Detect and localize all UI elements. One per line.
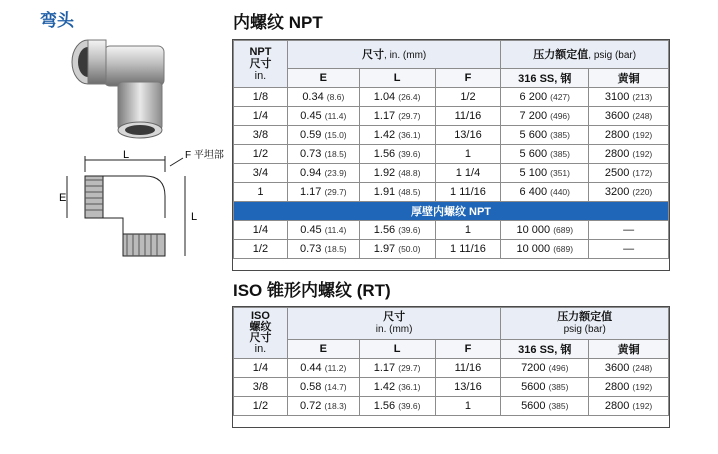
label-l-right: L [191, 211, 198, 223]
cell-size: 1/4 [234, 359, 288, 378]
e-in: 1.17 [299, 186, 322, 198]
br-psig: — [623, 243, 635, 255]
ss-bar: (689) [553, 244, 574, 254]
e-in: 0.72 [299, 400, 322, 412]
l-mm: (50.0) [398, 244, 421, 254]
e-in: 0.44 [300, 362, 322, 374]
cell-ss [501, 378, 589, 397]
br-psig: 2800 [604, 129, 630, 141]
ss-bar: (440) [550, 187, 570, 197]
col-ss: 316 SS, 钢 [501, 339, 589, 358]
pressure-unit: , psig (bar) [588, 50, 637, 62]
l-mm: (39.6) [398, 149, 421, 159]
cell-l [359, 145, 435, 164]
cell-l [359, 88, 435, 107]
cell-ss [501, 107, 589, 126]
elbow-dimension-drawing [45, 148, 245, 270]
col-f: F [435, 68, 501, 87]
l-in: 1.91 [373, 186, 396, 198]
l-mm: (39.6) [398, 225, 421, 235]
e-in: 0.94 [299, 167, 322, 179]
heavy-wall-band: 厚壁内螺纹 NPT [234, 202, 669, 221]
br-bar: (213) [632, 92, 653, 102]
cell-f: 1 11/16 [435, 240, 501, 259]
br-bar: (192) [632, 382, 653, 392]
cell-brass [589, 378, 669, 397]
cell-e [287, 240, 359, 259]
cell-f: 11/16 [435, 359, 501, 378]
cell-ss [501, 145, 589, 164]
ss-bar: (385) [548, 401, 569, 411]
e-mm: (18.3) [324, 401, 347, 411]
br-psig: — [623, 224, 635, 236]
cell-brass [589, 359, 669, 378]
cell-e [287, 88, 359, 107]
br-psig: 2800 [604, 400, 630, 412]
table-row [234, 221, 669, 240]
cell-e [287, 126, 359, 145]
cell-l [359, 397, 435, 416]
br-bar: (192) [632, 401, 653, 411]
cell-f: 1 [435, 145, 501, 164]
cell-brass [589, 397, 669, 416]
ss-bar: (427) [550, 92, 570, 102]
size-header-line1: NPT [249, 46, 272, 58]
col-e: E [287, 68, 359, 87]
cell-e [287, 145, 359, 164]
label-e: E [59, 192, 67, 204]
l-in: 1.17 [373, 362, 396, 374]
ss-bar: (689) [553, 225, 574, 235]
cell-f: 1 1/4 [435, 164, 501, 183]
cell-size: 3/8 [234, 378, 288, 397]
ss-psig: 6 200 [519, 91, 548, 103]
cell-size: 1/2 [234, 240, 288, 259]
l-in: 1.97 [373, 243, 396, 255]
br-psig: 3100 [604, 91, 630, 103]
ss-psig: 7 200 [519, 110, 548, 122]
e-mm: (11.4) [324, 225, 347, 235]
dims-header [287, 308, 501, 340]
cell-f: 1 11/16 [435, 183, 501, 202]
dims-label: 尺寸 [362, 49, 385, 62]
ss-bar: (385) [550, 130, 570, 140]
e-in: 0.73 [299, 243, 322, 255]
col-ss: 316 SS, 钢 [501, 68, 589, 87]
col-l: L [359, 339, 435, 358]
npt-title: 内螺纹 NPT [233, 13, 323, 32]
cell-brass [589, 88, 669, 107]
table-row [234, 145, 669, 164]
ss-psig: 6 400 [519, 186, 548, 198]
e-in: 0.45 [300, 224, 322, 236]
e-mm: (18.5) [324, 149, 347, 159]
cell-f: 1 [435, 397, 501, 416]
table-row [234, 183, 669, 202]
dims-label: 尺寸 [383, 310, 406, 323]
size-header-line3: 尺寸 [249, 332, 272, 344]
size-header [234, 41, 288, 88]
cell-size: 3/4 [234, 164, 288, 183]
ss-psig: 10 000 [516, 243, 551, 255]
pressure-label: 压力额定值 [557, 310, 613, 323]
col-f: F [435, 339, 501, 358]
dims-unit: in. (mm) [375, 323, 413, 335]
ss-psig: 5 600 [519, 129, 548, 141]
l-mm: (29.7) [398, 111, 421, 121]
pressure-header [501, 41, 669, 69]
cell-ss [501, 164, 589, 183]
cell-f: 13/16 [435, 378, 501, 397]
l-mm: (48.8) [398, 168, 421, 178]
cell-e [287, 359, 359, 378]
ss-bar: (385) [548, 382, 569, 392]
e-in: 0.34 [302, 91, 324, 103]
page-heading: 弯头 [40, 11, 74, 30]
l-mm: (39.6) [398, 401, 421, 411]
cell-ss [501, 126, 589, 145]
ss-bar: (351) [550, 168, 570, 178]
cell-brass [589, 145, 669, 164]
cell-brass [589, 126, 669, 145]
e-mm: (14.7) [324, 382, 347, 392]
label-flat: F 平坦部 [185, 150, 224, 161]
br-bar: (192) [632, 149, 653, 159]
br-psig: 3600 [604, 362, 630, 374]
cell-l [359, 359, 435, 378]
cell-e [287, 164, 359, 183]
l-in: 1.56 [373, 224, 396, 236]
e-mm: (11.2) [324, 363, 347, 373]
cell-l [359, 164, 435, 183]
br-bar: (248) [632, 363, 653, 373]
cell-ss [501, 221, 589, 240]
size-header-line4: in. [254, 343, 267, 355]
cell-f: 13/16 [435, 126, 501, 145]
table-row [234, 126, 669, 145]
e-mm: (8.6) [326, 92, 345, 102]
cell-size: 1/2 [234, 397, 288, 416]
br-psig: 3200 [604, 186, 630, 198]
col-l: L [359, 68, 435, 87]
npt-rows [234, 88, 669, 259]
cell-f: 1/2 [435, 88, 501, 107]
br-psig: 2800 [604, 148, 630, 160]
e-mm: (29.7) [324, 187, 347, 197]
l-mm: (36.1) [398, 382, 421, 392]
cell-size: 1/8 [234, 88, 288, 107]
l-in: 1.56 [373, 400, 396, 412]
col-brass: 黄铜 [589, 339, 669, 358]
l-mm: (36.1) [398, 130, 421, 140]
cell-ss [501, 359, 589, 378]
br-bar: (248) [632, 111, 653, 121]
ss-psig: 5 100 [519, 167, 548, 179]
cell-size: 1/2 [234, 145, 288, 164]
cell-brass [589, 164, 669, 183]
e-mm: (15.0) [324, 130, 347, 140]
l-mm: (29.7) [398, 363, 421, 373]
e-in: 0.45 [300, 110, 322, 122]
ss-bar: (496) [550, 111, 570, 121]
label-l-top: L [123, 149, 130, 161]
dims-header [287, 41, 501, 69]
e-mm: (18.5) [324, 244, 347, 254]
iso-rows [234, 359, 669, 416]
e-in: 0.59 [299, 129, 322, 141]
cell-ss [501, 183, 589, 202]
cell-e [287, 183, 359, 202]
pressure-label: 压力额定值 [533, 49, 589, 62]
l-in: 1.17 [373, 110, 396, 122]
table-row [234, 397, 669, 416]
pressure-unit: psig (bar) [563, 323, 606, 335]
ss-bar: (385) [550, 149, 570, 159]
elbow-fitting-photo [60, 32, 190, 147]
size-header-line1: ISO [250, 310, 270, 322]
l-in: 1.56 [373, 148, 396, 160]
table-row [234, 378, 669, 397]
table-row [234, 240, 669, 259]
col-brass: 黄铜 [589, 68, 669, 87]
size-header-line2: 螺纹 [249, 321, 272, 333]
cell-l [359, 107, 435, 126]
l-in: 1.42 [373, 129, 396, 141]
cell-size: 1 [234, 183, 288, 202]
cell-brass [589, 240, 669, 259]
ss-psig: 5600 [521, 400, 546, 412]
e-in: 0.73 [299, 148, 322, 160]
table-row [234, 88, 669, 107]
br-psig: 3600 [604, 110, 630, 122]
cell-l [359, 240, 435, 259]
ss-psig: 7200 [521, 362, 546, 374]
l-in: 1.92 [373, 167, 396, 179]
ss-psig: 10 000 [516, 224, 551, 236]
br-psig: 2800 [604, 381, 630, 393]
br-bar: (220) [632, 187, 653, 197]
npt-table [233, 40, 669, 259]
l-in: 1.42 [373, 381, 396, 393]
cell-l [359, 378, 435, 397]
cell-e [287, 397, 359, 416]
l-in: 1.04 [373, 91, 396, 103]
table-row [234, 107, 669, 126]
cell-e [287, 221, 359, 240]
br-psig: 2500 [604, 167, 630, 179]
cell-f: 11/16 [435, 107, 501, 126]
e-in: 0.58 [299, 381, 322, 393]
cell-e [287, 107, 359, 126]
cell-brass [589, 107, 669, 126]
size-header-line3: in. [254, 70, 267, 82]
dims-unit: , in. (mm) [384, 50, 427, 62]
cell-size: 3/8 [234, 126, 288, 145]
ss-bar: (496) [548, 363, 569, 373]
ss-psig: 5600 [521, 381, 546, 393]
cell-size: 1/4 [234, 221, 288, 240]
table-row [234, 359, 669, 378]
cell-ss [501, 397, 589, 416]
l-mm: (48.5) [398, 187, 421, 197]
cell-e [287, 378, 359, 397]
cell-size: 1/4 [234, 107, 288, 126]
table-row [234, 164, 669, 183]
cell-brass [589, 183, 669, 202]
cell-l [359, 221, 435, 240]
ss-psig: 5 600 [519, 148, 548, 160]
iso-title: ISO 锥形内螺纹 (RT) [233, 281, 391, 300]
cell-l [359, 183, 435, 202]
cell-l [359, 126, 435, 145]
iso-table [233, 307, 669, 416]
l-mm: (26.4) [398, 92, 421, 102]
br-bar: (172) [632, 168, 653, 178]
cell-ss [501, 88, 589, 107]
cell-brass [589, 221, 669, 240]
br-bar: (192) [632, 130, 653, 140]
col-e: E [287, 339, 359, 358]
cell-ss [501, 240, 589, 259]
size-header [234, 308, 288, 359]
e-mm: (23.9) [324, 168, 347, 178]
pressure-header [501, 308, 669, 340]
cell-f: 1 [435, 221, 501, 240]
size-header-line2: 尺寸 [249, 58, 272, 70]
e-mm: (11.4) [324, 111, 347, 121]
